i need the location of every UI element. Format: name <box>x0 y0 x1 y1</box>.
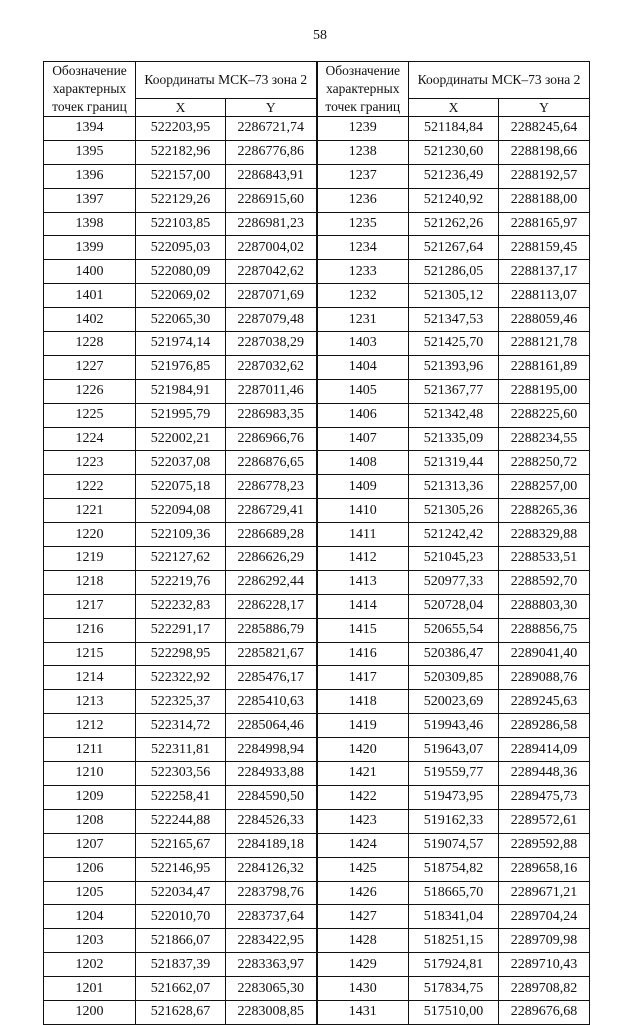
y-value-left: 2283065,30 <box>226 977 317 1001</box>
y-value-right: 2289708,82 <box>499 977 590 1001</box>
y-value-left: 2284998,94 <box>226 738 317 762</box>
x-value-left: 522094,08 <box>136 499 226 523</box>
point-id-right: 1414 <box>317 594 409 618</box>
point-id-left: 1219 <box>44 547 136 571</box>
y-value-right: 2288250,72 <box>499 451 590 475</box>
table-row <box>44 905 590 929</box>
point-id-right: 1423 <box>317 809 409 833</box>
x-value-right: 521267,64 <box>409 236 499 260</box>
y-value-right: 2288265,36 <box>499 499 590 523</box>
point-id-right: 1237 <box>317 164 409 188</box>
table-row <box>44 953 590 977</box>
point-id-right: 1411 <box>317 523 409 547</box>
y-value-left: 2287071,69 <box>226 284 317 308</box>
point-id-right: 1419 <box>317 714 409 738</box>
y-value-left: 2285410,63 <box>226 690 317 714</box>
point-id-right: 1408 <box>317 451 409 475</box>
table-row <box>44 762 590 786</box>
y-value-left: 2286721,74 <box>226 117 317 141</box>
table-row <box>44 690 590 714</box>
point-id-right: 1416 <box>317 642 409 666</box>
y-value-left: 2286729,41 <box>226 499 317 523</box>
x-value-left: 521976,85 <box>136 355 226 379</box>
x-value-right: 518341,04 <box>409 905 499 929</box>
y-value-left: 2287004,02 <box>226 236 317 260</box>
point-id-left: 1215 <box>44 642 136 666</box>
table-row <box>44 355 590 379</box>
y-value-left: 2287011,46 <box>226 379 317 403</box>
x-value-right: 518251,15 <box>409 929 499 953</box>
x-header-left: X <box>136 99 226 117</box>
y-value-right: 2289709,98 <box>499 929 590 953</box>
y-value-right: 2288059,46 <box>499 308 590 332</box>
table-row <box>44 929 590 953</box>
x-value-right: 520386,47 <box>409 642 499 666</box>
table-row <box>44 809 590 833</box>
y-value-left: 2287032,62 <box>226 355 317 379</box>
point-id-right: 1412 <box>317 547 409 571</box>
x-value-right: 521347,53 <box>409 308 499 332</box>
x-value-right: 517834,75 <box>409 977 499 1001</box>
point-id-left: 1221 <box>44 499 136 523</box>
x-value-left: 522095,03 <box>136 236 226 260</box>
point-id-right: 1421 <box>317 762 409 786</box>
x-value-right: 520023,69 <box>409 690 499 714</box>
point-id-left: 1226 <box>44 379 136 403</box>
designation-header-left: Обозначение характерных точек границ <box>44 62 136 117</box>
x-value-right: 518665,70 <box>409 881 499 905</box>
point-id-right: 1430 <box>317 977 409 1001</box>
point-id-left: 1200 <box>44 1000 136 1024</box>
x-value-right: 520655,54 <box>409 618 499 642</box>
x-value-left: 521628,67 <box>136 1000 226 1024</box>
point-id-left: 1224 <box>44 427 136 451</box>
x-value-right: 519162,33 <box>409 809 499 833</box>
x-value-right: 521242,42 <box>409 523 499 547</box>
y-value-right: 2288188,00 <box>499 188 590 212</box>
x-value-left: 522034,47 <box>136 881 226 905</box>
x-value-left: 522127,62 <box>136 547 226 571</box>
x-value-right: 521240,92 <box>409 188 499 212</box>
x-value-right: 521319,44 <box>409 451 499 475</box>
y-value-right: 2288113,07 <box>499 284 590 308</box>
y-value-right: 2289088,76 <box>499 666 590 690</box>
x-value-left: 522232,83 <box>136 594 226 618</box>
point-id-right: 1415 <box>317 618 409 642</box>
point-id-left: 1402 <box>44 308 136 332</box>
table-row <box>44 523 590 547</box>
x-value-right: 521262,26 <box>409 212 499 236</box>
y-value-right: 2289448,36 <box>499 762 590 786</box>
y-value-right: 2288198,66 <box>499 140 590 164</box>
point-id-left: 1216 <box>44 618 136 642</box>
y-value-left: 2286292,44 <box>226 570 317 594</box>
x-value-right: 519074,57 <box>409 833 499 857</box>
x-header-right: X <box>409 99 499 117</box>
x-value-left: 522314,72 <box>136 714 226 738</box>
y-value-left: 2285064,46 <box>226 714 317 738</box>
x-value-left: 522065,30 <box>136 308 226 332</box>
table-row <box>44 833 590 857</box>
y-value-right: 2289710,43 <box>499 953 590 977</box>
table-row <box>44 1000 590 1024</box>
point-id-right: 1417 <box>317 666 409 690</box>
y-value-right: 2288121,78 <box>499 332 590 356</box>
table-row <box>44 570 590 594</box>
point-id-right: 1418 <box>317 690 409 714</box>
y-value-left: 2284590,50 <box>226 785 317 809</box>
y-value-left: 2285821,67 <box>226 642 317 666</box>
point-id-right: 1429 <box>317 953 409 977</box>
point-id-left: 1398 <box>44 212 136 236</box>
y-value-left: 2286843,91 <box>226 164 317 188</box>
point-id-left: 1394 <box>44 117 136 141</box>
y-value-right: 2288592,70 <box>499 570 590 594</box>
x-value-left: 521995,79 <box>136 403 226 427</box>
point-id-right: 1426 <box>317 881 409 905</box>
y-value-right: 2288257,00 <box>499 475 590 499</box>
y-value-right: 2288137,17 <box>499 260 590 284</box>
x-value-right: 520309,85 <box>409 666 499 690</box>
y-value-right: 2289414,09 <box>499 738 590 762</box>
point-id-left: 1400 <box>44 260 136 284</box>
table-row <box>44 618 590 642</box>
x-value-left: 522103,85 <box>136 212 226 236</box>
x-value-left: 522002,21 <box>136 427 226 451</box>
x-value-left: 522303,56 <box>136 762 226 786</box>
table-row <box>44 642 590 666</box>
table-row <box>44 284 590 308</box>
y-value-right: 2289592,88 <box>499 833 590 857</box>
table-row <box>44 666 590 690</box>
point-id-left: 1396 <box>44 164 136 188</box>
x-value-right: 521367,77 <box>409 379 499 403</box>
table-row <box>44 451 590 475</box>
point-id-right: 1236 <box>317 188 409 212</box>
table-row <box>44 594 590 618</box>
point-id-right: 1405 <box>317 379 409 403</box>
x-value-right: 521393,96 <box>409 355 499 379</box>
table-row <box>44 236 590 260</box>
x-value-left: 522182,96 <box>136 140 226 164</box>
y-value-right: 2288225,60 <box>499 403 590 427</box>
table-row <box>44 714 590 738</box>
point-id-left: 1401 <box>44 284 136 308</box>
point-id-left: 1206 <box>44 857 136 881</box>
table-row <box>44 499 590 523</box>
y-value-left: 2284526,33 <box>226 809 317 833</box>
table-row <box>44 212 590 236</box>
y-value-right: 2288234,55 <box>499 427 590 451</box>
y-value-left: 2286228,17 <box>226 594 317 618</box>
point-id-right: 1234 <box>317 236 409 260</box>
point-id-left: 1227 <box>44 355 136 379</box>
x-value-left: 522129,26 <box>136 188 226 212</box>
table-row <box>44 379 590 403</box>
y-value-right: 2289676,68 <box>499 1000 590 1024</box>
x-value-right: 521342,48 <box>409 403 499 427</box>
x-value-left: 521984,91 <box>136 379 226 403</box>
y-value-right: 2288161,89 <box>499 355 590 379</box>
y-value-right: 2288159,45 <box>499 236 590 260</box>
y-value-right: 2288165,97 <box>499 212 590 236</box>
point-id-left: 1211 <box>44 738 136 762</box>
point-id-left: 1210 <box>44 762 136 786</box>
point-id-left: 1395 <box>44 140 136 164</box>
y-value-left: 2286966,76 <box>226 427 317 451</box>
point-id-right: 1233 <box>317 260 409 284</box>
x-value-right: 521313,36 <box>409 475 499 499</box>
x-value-right: 517924,81 <box>409 953 499 977</box>
point-id-right: 1420 <box>317 738 409 762</box>
y-value-right: 2288245,64 <box>499 117 590 141</box>
coords-header-right: Координаты МСК–73 зона 2 <box>409 62 590 99</box>
x-value-right: 521184,84 <box>409 117 499 141</box>
point-id-left: 1399 <box>44 236 136 260</box>
x-value-right: 519559,77 <box>409 762 499 786</box>
x-value-left: 522146,95 <box>136 857 226 881</box>
point-id-right: 1422 <box>317 785 409 809</box>
x-value-right: 519473,95 <box>409 785 499 809</box>
y-header-left: Y <box>226 99 317 117</box>
coordinates-table <box>43 61 590 1025</box>
point-id-right: 1403 <box>317 332 409 356</box>
y-value-left: 2283798,76 <box>226 881 317 905</box>
x-value-left: 522291,17 <box>136 618 226 642</box>
table-row <box>44 403 590 427</box>
point-id-right: 1235 <box>317 212 409 236</box>
table-row <box>44 308 590 332</box>
point-id-left: 1209 <box>44 785 136 809</box>
y-value-left: 2283737,64 <box>226 905 317 929</box>
x-value-left: 522203,95 <box>136 117 226 141</box>
point-id-left: 1397 <box>44 188 136 212</box>
table-row <box>44 881 590 905</box>
point-id-right: 1238 <box>317 140 409 164</box>
point-id-right: 1232 <box>317 284 409 308</box>
y-value-left: 2286876,65 <box>226 451 317 475</box>
x-value-right: 521305,12 <box>409 284 499 308</box>
designation-header-right: Обозначение характерных точек границ <box>317 62 409 117</box>
y-value-right: 2288533,51 <box>499 547 590 571</box>
table-row <box>44 140 590 164</box>
table-row <box>44 547 590 571</box>
x-value-left: 522037,08 <box>136 451 226 475</box>
x-value-right: 520977,33 <box>409 570 499 594</box>
x-value-right: 520728,04 <box>409 594 499 618</box>
point-id-left: 1214 <box>44 666 136 690</box>
y-value-right: 2288195,00 <box>499 379 590 403</box>
x-value-right: 521425,70 <box>409 332 499 356</box>
table-row <box>44 117 590 141</box>
y-value-left: 2286626,29 <box>226 547 317 571</box>
point-id-left: 1222 <box>44 475 136 499</box>
x-value-right: 521230,60 <box>409 140 499 164</box>
x-value-left: 522080,09 <box>136 260 226 284</box>
point-id-left: 1217 <box>44 594 136 618</box>
y-value-left: 2284189,18 <box>226 833 317 857</box>
point-id-right: 1425 <box>317 857 409 881</box>
x-value-left: 522109,36 <box>136 523 226 547</box>
y-value-left: 2286983,35 <box>226 403 317 427</box>
point-id-right: 1410 <box>317 499 409 523</box>
y-value-left: 2286915,60 <box>226 188 317 212</box>
y-value-left: 2287038,29 <box>226 332 317 356</box>
y-value-left: 2285886,79 <box>226 618 317 642</box>
table-row <box>44 977 590 1001</box>
point-id-left: 1220 <box>44 523 136 547</box>
y-value-left: 2284933,88 <box>226 762 317 786</box>
point-id-right: 1431 <box>317 1000 409 1024</box>
y-value-left: 2287079,48 <box>226 308 317 332</box>
x-value-left: 522258,41 <box>136 785 226 809</box>
x-value-right: 521236,49 <box>409 164 499 188</box>
y-value-left: 2283422,95 <box>226 929 317 953</box>
table-row <box>44 260 590 284</box>
y-value-right: 2289671,21 <box>499 881 590 905</box>
x-value-right: 521045,23 <box>409 547 499 571</box>
point-id-left: 1208 <box>44 809 136 833</box>
y-value-left: 2286689,28 <box>226 523 317 547</box>
point-id-left: 1203 <box>44 929 136 953</box>
y-value-right: 2289286,58 <box>499 714 590 738</box>
y-value-right: 2288329,88 <box>499 523 590 547</box>
point-id-right: 1427 <box>317 905 409 929</box>
y-value-right: 2288803,30 <box>499 594 590 618</box>
point-id-left: 1228 <box>44 332 136 356</box>
y-value-right: 2289572,61 <box>499 809 590 833</box>
x-value-left: 522157,00 <box>136 164 226 188</box>
table-row <box>44 332 590 356</box>
point-id-left: 1218 <box>44 570 136 594</box>
y-value-left: 2286776,86 <box>226 140 317 164</box>
x-value-left: 522244,88 <box>136 809 226 833</box>
point-id-right: 1407 <box>317 427 409 451</box>
x-value-left: 522069,02 <box>136 284 226 308</box>
table-row <box>44 164 590 188</box>
y-value-right: 2288192,57 <box>499 164 590 188</box>
point-id-right: 1406 <box>317 403 409 427</box>
x-value-right: 518754,82 <box>409 857 499 881</box>
y-value-left: 2283008,85 <box>226 1000 317 1024</box>
point-id-right: 1413 <box>317 570 409 594</box>
table-body <box>44 117 590 1025</box>
x-value-left: 522298,95 <box>136 642 226 666</box>
point-id-left: 1204 <box>44 905 136 929</box>
table-header <box>44 62 590 117</box>
point-id-left: 1213 <box>44 690 136 714</box>
x-value-left: 521866,07 <box>136 929 226 953</box>
y-value-right: 2289475,73 <box>499 785 590 809</box>
x-value-right: 517510,00 <box>409 1000 499 1024</box>
x-value-right: 519943,46 <box>409 714 499 738</box>
point-id-left: 1207 <box>44 833 136 857</box>
x-value-left: 522010,70 <box>136 905 226 929</box>
point-id-left: 1223 <box>44 451 136 475</box>
x-value-left: 522075,18 <box>136 475 226 499</box>
y-value-left: 2286981,23 <box>226 212 317 236</box>
point-id-right: 1404 <box>317 355 409 379</box>
x-value-left: 522311,81 <box>136 738 226 762</box>
point-id-right: 1424 <box>317 833 409 857</box>
table-row <box>44 475 590 499</box>
point-id-right: 1428 <box>317 929 409 953</box>
y-value-left: 2283363,97 <box>226 953 317 977</box>
point-id-left: 1202 <box>44 953 136 977</box>
x-value-left: 522322,92 <box>136 666 226 690</box>
point-id-left: 1201 <box>44 977 136 1001</box>
point-id-left: 1212 <box>44 714 136 738</box>
y-value-left: 2286778,23 <box>226 475 317 499</box>
y-value-left: 2284126,32 <box>226 857 317 881</box>
x-value-right: 521335,09 <box>409 427 499 451</box>
x-value-right: 519643,07 <box>409 738 499 762</box>
table-row <box>44 857 590 881</box>
point-id-right: 1409 <box>317 475 409 499</box>
y-value-left: 2287042,62 <box>226 260 317 284</box>
x-value-left: 522165,67 <box>136 833 226 857</box>
y-value-right: 2289041,40 <box>499 642 590 666</box>
point-id-right: 1231 <box>317 308 409 332</box>
y-value-left: 2285476,17 <box>226 666 317 690</box>
point-id-left: 1205 <box>44 881 136 905</box>
table-row <box>44 785 590 809</box>
table-row <box>44 188 590 212</box>
y-value-right: 2289245,63 <box>499 690 590 714</box>
page-number: 58 <box>313 28 327 43</box>
table-row <box>44 738 590 762</box>
point-id-left: 1225 <box>44 403 136 427</box>
x-value-left: 522219,76 <box>136 570 226 594</box>
y-value-right: 2288856,75 <box>499 618 590 642</box>
y-value-right: 2289704,24 <box>499 905 590 929</box>
table-row <box>44 427 590 451</box>
coords-header-left: Координаты МСК–73 зона 2 <box>136 62 317 99</box>
point-id-right: 1239 <box>317 117 409 141</box>
y-header-right: Y <box>499 99 590 117</box>
x-value-left: 521974,14 <box>136 332 226 356</box>
x-value-left: 521662,07 <box>136 977 226 1001</box>
x-value-left: 522325,37 <box>136 690 226 714</box>
x-value-left: 521837,39 <box>136 953 226 977</box>
y-value-right: 2289658,16 <box>499 857 590 881</box>
x-value-right: 521286,05 <box>409 260 499 284</box>
x-value-right: 521305,26 <box>409 499 499 523</box>
